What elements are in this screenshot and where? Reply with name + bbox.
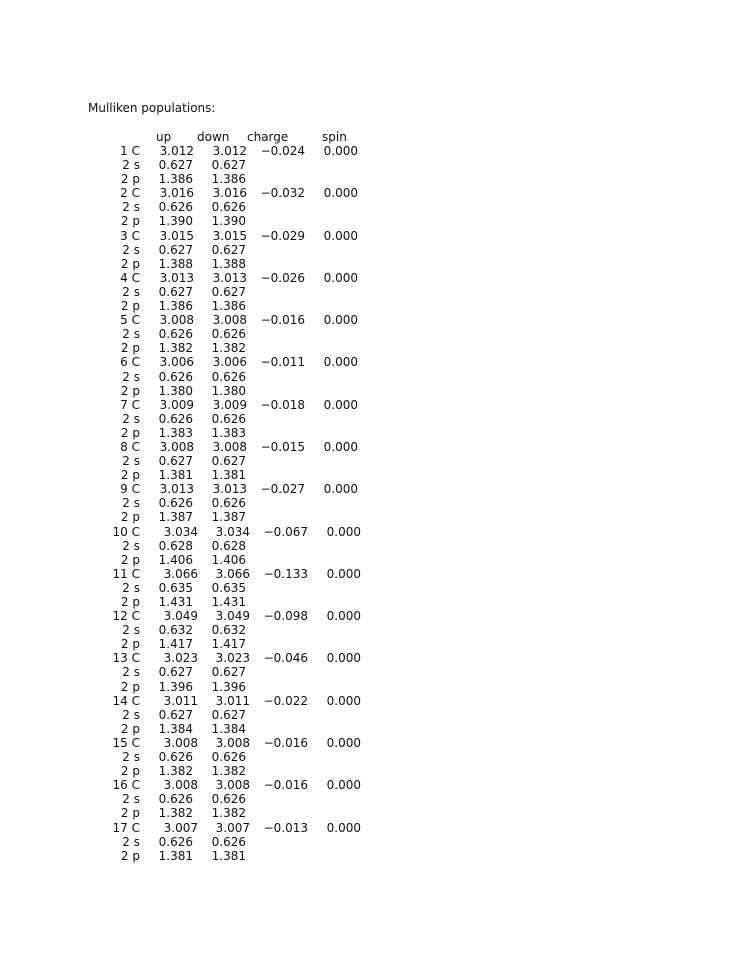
shell-up: 1.382 [158, 806, 193, 821]
atom-up: 3.008 [159, 313, 194, 328]
shell-label: 2 s [122, 284, 140, 299]
shell-label: 2 s [122, 834, 140, 849]
shell-label: 2 s [122, 200, 140, 215]
shell-row-p [88, 680, 488, 694]
atom-row [88, 271, 488, 285]
atom-charge: −0.016 [263, 778, 308, 793]
shell-down: 0.628 [211, 538, 246, 553]
atom-row [88, 567, 488, 581]
atom-row [88, 186, 488, 200]
atom-up: 3.006 [159, 355, 194, 370]
atom-up: 3.008 [163, 778, 198, 793]
atom-row [88, 313, 488, 327]
shell-label: 2 s [122, 327, 140, 342]
shell-down: 0.626 [211, 411, 246, 426]
shell-up: 0.626 [158, 834, 193, 849]
shell-down: 0.626 [211, 792, 246, 807]
shell-up: 1.390 [158, 214, 193, 229]
shell-label: 2 p [120, 510, 140, 525]
atom-charge: −0.133 [263, 566, 308, 581]
shell-down: 0.626 [211, 200, 246, 215]
shell-row-p [88, 510, 488, 524]
shell-down: 0.632 [211, 623, 246, 638]
atom-up: 3.034 [163, 524, 198, 539]
atom-label: 12 C [112, 609, 140, 624]
atom-spin: 0.000 [323, 313, 358, 328]
atom-label: 1 C [120, 144, 140, 158]
atom-label: 2 C [120, 186, 140, 201]
shell-up: 1.380 [158, 383, 193, 398]
atom-down: 3.011 [215, 693, 250, 708]
atom-charge: −0.098 [263, 609, 308, 624]
atom-up: 3.013 [159, 270, 194, 285]
shell-up: 0.627 [158, 454, 193, 469]
atom-spin: 0.000 [323, 355, 358, 370]
shell-label: 2 p [120, 637, 140, 652]
shell-label: 2 p [120, 806, 140, 821]
shell-down: 0.627 [211, 158, 246, 173]
shell-label: 2 p [120, 383, 140, 398]
shell-down: 1.380 [211, 383, 246, 398]
shell-row-s [88, 708, 488, 722]
shell-down: 1.381 [211, 468, 246, 483]
atom-up: 3.023 [163, 651, 198, 666]
atom-up: 3.009 [159, 397, 194, 412]
atom-label: 6 C [120, 355, 140, 370]
shell-label: 2 s [122, 454, 140, 469]
column-header-charge: charge [247, 130, 289, 144]
atom-row [88, 651, 488, 665]
shell-label: 2 p [120, 468, 140, 483]
atom-spin: 0.000 [326, 524, 361, 539]
shell-up: 0.627 [158, 707, 193, 722]
atom-up: 3.013 [159, 482, 194, 497]
atom-charge: −0.013 [263, 820, 308, 835]
shell-down: 1.383 [211, 425, 246, 440]
shell-label: 2 s [122, 707, 140, 722]
shell-row-s [88, 243, 488, 257]
shell-row-p [88, 553, 488, 567]
atom-charge: −0.011 [260, 355, 305, 370]
atom-label: 9 C [120, 482, 140, 497]
shell-label: 2 s [122, 242, 140, 257]
atom-charge: −0.067 [263, 524, 308, 539]
shell-row-s [88, 539, 488, 553]
atom-row [88, 355, 488, 369]
shell-row-p [88, 257, 488, 271]
atom-down: 3.008 [212, 313, 247, 328]
column-header-down: down [197, 130, 230, 144]
population-table [88, 144, 488, 863]
shell-label: 2 p [120, 721, 140, 736]
shell-label: 2 s [122, 538, 140, 553]
shell-row-s [88, 370, 488, 384]
shell-row-s [88, 412, 488, 426]
shell-label: 2 p [120, 552, 140, 567]
shell-up: 1.381 [158, 468, 193, 483]
shell-label: 2 p [120, 214, 140, 229]
shell-up: 0.627 [158, 242, 193, 257]
shell-label: 2 s [122, 665, 140, 680]
atom-up: 3.049 [163, 609, 198, 624]
atom-down: 3.007 [215, 820, 250, 835]
shell-up: 1.384 [158, 721, 193, 736]
atom-up: 3.008 [163, 735, 198, 750]
atom-spin: 0.000 [323, 186, 358, 201]
shell-down: 1.387 [211, 510, 246, 525]
atom-row [88, 778, 488, 792]
shell-up: 0.626 [158, 200, 193, 215]
atom-row [88, 482, 488, 496]
shell-down: 1.384 [211, 721, 246, 736]
shell-row-p [88, 341, 488, 355]
shell-down: 1.417 [211, 637, 246, 652]
shell-down: 0.627 [211, 707, 246, 722]
shell-up: 1.396 [158, 679, 193, 694]
atom-row [88, 694, 488, 708]
column-header-row [88, 130, 488, 144]
shell-label: 2 s [122, 369, 140, 384]
atom-label: 14 C [112, 693, 140, 708]
shell-up: 1.382 [158, 341, 193, 356]
shell-down: 0.626 [211, 369, 246, 384]
atom-label: 3 C [120, 228, 140, 243]
shell-label: 2 p [120, 848, 140, 863]
shell-down: 0.627 [211, 242, 246, 257]
atom-row [88, 609, 488, 623]
atom-spin: 0.000 [326, 651, 361, 666]
shell-down: 0.635 [211, 580, 246, 595]
atom-up: 3.012 [159, 144, 194, 158]
shell-up: 1.383 [158, 425, 193, 440]
shell-down: 0.626 [211, 327, 246, 342]
shell-up: 1.388 [158, 256, 193, 271]
shell-label: 2 p [120, 679, 140, 694]
atom-spin: 0.000 [323, 228, 358, 243]
shell-down: 1.382 [211, 341, 246, 356]
atom-row [88, 821, 488, 835]
shell-row-p [88, 468, 488, 482]
atom-down: 3.013 [212, 482, 247, 497]
shell-row-p [88, 722, 488, 736]
shell-label: 2 s [122, 623, 140, 638]
shell-up: 0.628 [158, 538, 193, 553]
shell-up: 1.417 [158, 637, 193, 652]
shell-down: 0.627 [211, 284, 246, 299]
atom-charge: −0.024 [260, 144, 305, 158]
atom-spin: 0.000 [323, 270, 358, 285]
atom-label: 10 C [112, 524, 140, 539]
shell-row-s [88, 665, 488, 679]
shell-up: 0.635 [158, 580, 193, 595]
shell-up: 0.626 [158, 750, 193, 765]
shell-row-p [88, 849, 488, 863]
atom-down: 3.066 [215, 566, 250, 581]
atom-down: 3.015 [212, 228, 247, 243]
shell-up: 1.381 [158, 848, 193, 863]
shell-down: 1.388 [211, 256, 246, 271]
shell-down: 1.382 [211, 764, 246, 779]
atom-row [88, 398, 488, 412]
shell-label: 2 s [122, 792, 140, 807]
column-header-up: up [156, 130, 172, 144]
column-header-spin: spin [322, 130, 347, 144]
shell-row-s [88, 454, 488, 468]
shell-up: 1.386 [158, 172, 193, 187]
shell-row-p [88, 172, 488, 186]
shell-row-p [88, 384, 488, 398]
atom-spin: 0.000 [326, 566, 361, 581]
shell-label: 2 s [122, 158, 140, 173]
shell-row-p [88, 764, 488, 778]
atom-down: 3.008 [215, 735, 250, 750]
atom-row [88, 440, 488, 454]
shell-label: 2 s [122, 411, 140, 426]
atom-spin: 0.000 [323, 439, 358, 454]
shell-up: 1.406 [158, 552, 193, 567]
shell-up: 1.431 [158, 595, 193, 609]
shell-up: 0.626 [158, 411, 193, 426]
shell-up: 0.632 [158, 623, 193, 638]
shell-down: 0.627 [211, 454, 246, 469]
shell-up: 0.626 [158, 496, 193, 511]
atom-charge: −0.022 [263, 693, 308, 708]
shell-row-p [88, 299, 488, 313]
atom-up: 3.007 [163, 820, 198, 835]
shell-label: 2 p [120, 299, 140, 314]
atom-charge: −0.018 [260, 397, 305, 412]
shell-down: 0.627 [211, 665, 246, 680]
shell-row-s [88, 158, 488, 172]
atom-down: 3.016 [212, 186, 247, 201]
shell-row-p [88, 595, 488, 609]
atom-charge: −0.026 [260, 270, 305, 285]
shell-down: 0.626 [211, 834, 246, 849]
atom-charge: −0.032 [260, 186, 305, 201]
atom-label: 11 C [112, 566, 140, 581]
shell-down: 1.386 [211, 299, 246, 314]
shell-row-p [88, 426, 488, 440]
atom-down: 3.012 [212, 144, 247, 158]
atom-spin: 0.000 [323, 482, 358, 497]
shell-up: 1.382 [158, 764, 193, 779]
atom-down: 3.008 [212, 439, 247, 454]
shell-label: 2 s [122, 750, 140, 765]
atom-spin: 0.000 [326, 778, 361, 793]
atom-label: 16 C [112, 778, 140, 793]
shell-row-s [88, 581, 488, 595]
atom-down: 3.013 [212, 270, 247, 285]
shell-label: 2 p [120, 256, 140, 271]
section-title: Mulliken populations: [88, 101, 216, 115]
atom-row [88, 736, 488, 750]
shell-down: 1.431 [211, 595, 246, 609]
shell-down: 1.386 [211, 172, 246, 187]
shell-row-p [88, 637, 488, 651]
atom-charge: −0.027 [260, 482, 305, 497]
shell-up: 0.626 [158, 792, 193, 807]
shell-down: 1.390 [211, 214, 246, 229]
shell-down: 1.406 [211, 552, 246, 567]
atom-row [88, 525, 488, 539]
atom-down: 3.023 [215, 651, 250, 666]
atom-label: 13 C [112, 651, 140, 666]
shell-down: 0.626 [211, 496, 246, 511]
atom-spin: 0.000 [326, 693, 361, 708]
atom-down: 3.049 [215, 609, 250, 624]
atom-label: 7 C [120, 397, 140, 412]
atom-down: 3.009 [212, 397, 247, 412]
shell-row-s [88, 623, 488, 637]
atom-charge: −0.015 [260, 439, 305, 454]
atom-charge: −0.046 [263, 651, 308, 666]
shell-row-s [88, 285, 488, 299]
atom-charge: −0.029 [260, 228, 305, 243]
atom-label: 4 C [120, 270, 140, 285]
shell-up: 0.627 [158, 158, 193, 173]
atom-row [88, 144, 488, 158]
shell-row-p [88, 806, 488, 820]
atom-charge: −0.016 [263, 735, 308, 750]
shell-up: 0.626 [158, 327, 193, 342]
shell-label: 2 p [120, 425, 140, 440]
shell-label: 2 p [120, 764, 140, 779]
shell-row-s [88, 750, 488, 764]
shell-label: 2 p [120, 172, 140, 187]
shell-down: 1.382 [211, 806, 246, 821]
shell-up: 1.386 [158, 299, 193, 314]
shell-label: 2 p [120, 341, 140, 356]
atom-label: 8 C [120, 439, 140, 454]
shell-up: 0.627 [158, 284, 193, 299]
atom-down: 3.008 [215, 778, 250, 793]
shell-up: 1.387 [158, 510, 193, 525]
shell-label: 2 s [122, 496, 140, 511]
atom-label: 5 C [120, 313, 140, 328]
atom-up: 3.066 [163, 566, 198, 581]
atom-up: 3.016 [159, 186, 194, 201]
atom-spin: 0.000 [326, 820, 361, 835]
atom-spin: 0.000 [323, 397, 358, 412]
atom-label: 17 C [112, 820, 140, 835]
shell-row-s [88, 327, 488, 341]
shell-row-s [88, 496, 488, 510]
shell-down: 1.396 [211, 679, 246, 694]
atom-down: 3.034 [215, 524, 250, 539]
atom-down: 3.006 [212, 355, 247, 370]
atom-up: 3.008 [159, 439, 194, 454]
shell-down: 1.381 [211, 848, 246, 863]
atom-spin: 0.000 [323, 144, 358, 158]
atom-up: 3.015 [159, 228, 194, 243]
atom-up: 3.011 [163, 693, 198, 708]
atom-spin: 0.000 [326, 609, 361, 624]
shell-label: 2 p [120, 595, 140, 609]
atom-spin: 0.000 [326, 735, 361, 750]
shell-row-s [88, 835, 488, 849]
shell-row-p [88, 214, 488, 228]
atom-label: 15 C [112, 735, 140, 750]
shell-up: 0.626 [158, 369, 193, 384]
shell-label: 2 s [122, 580, 140, 595]
atom-row [88, 229, 488, 243]
shell-row-s [88, 200, 488, 214]
shell-down: 0.626 [211, 750, 246, 765]
atom-charge: −0.016 [260, 313, 305, 328]
mulliken-document [88, 100, 488, 863]
shell-up: 0.627 [158, 665, 193, 680]
shell-row-s [88, 792, 488, 806]
